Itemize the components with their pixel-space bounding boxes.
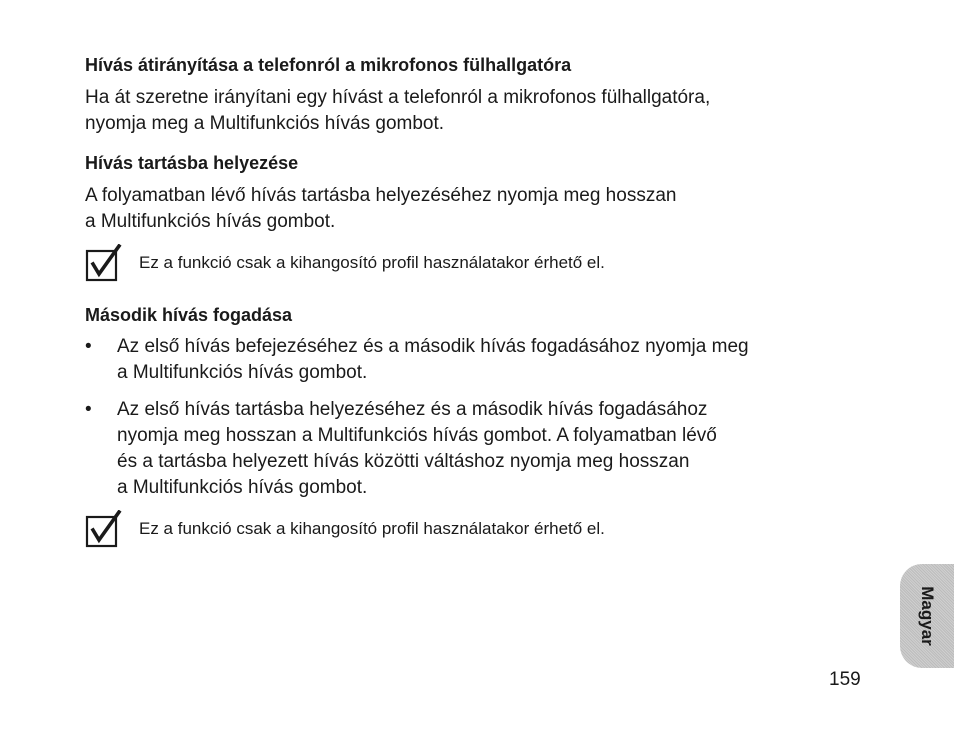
note-text-second-call: Ez a funkció csak a kihangosító profil használatakor érhető el. [139, 519, 605, 538]
language-tab [900, 564, 954, 668]
note-text-hold-call: Ez a funkció csak a kihangosító profil használatakor érhető el. [139, 253, 605, 272]
page-number: 159 [829, 669, 861, 690]
section-heading-hold-call: Hívás tartásba helyezése [85, 153, 299, 173]
bullet-icon: • [85, 336, 92, 357]
list-item-text: Az első hívás befejezéséhez és a második hívás fogadásához nyomja meg a Multifunkciós hívás gombot. [117, 336, 749, 383]
language-tab-label: Magyar [918, 586, 937, 646]
bullet-icon: • [85, 399, 92, 420]
section-body-redirect-call: Ha át szeretne irányítani egy hívást a telefonról a mikrofonos fülhallgatóra, nyomja meg a Multifunkciós hívás gombot. [85, 87, 711, 134]
section-body-hold-call: A folyamatban lévő hívás tartásba helyezéséhez nyomja meg hosszan a Multifunkciós hívás gombot. [85, 185, 677, 232]
section-heading-second-call: Második hívás fogadása [85, 305, 293, 325]
checkbox-check-icon [85, 510, 123, 548]
checkbox-check-icon [85, 244, 123, 282]
list-item-text: Az első hívás tartásba helyezéséhez és a második hívás fogadásához nyomja meg hosszan a Multifunkciós hívás gombot. A folyamatban lévő és a tartásba helyezett hívás közötti váltáshoz nyomja meg hosszan a Multifunkciós hívás gombot. [117, 399, 717, 498]
section-heading-redirect-call: Hívás átirányítása a telefonról a mikrofonos fülhallgatóra [85, 55, 572, 75]
